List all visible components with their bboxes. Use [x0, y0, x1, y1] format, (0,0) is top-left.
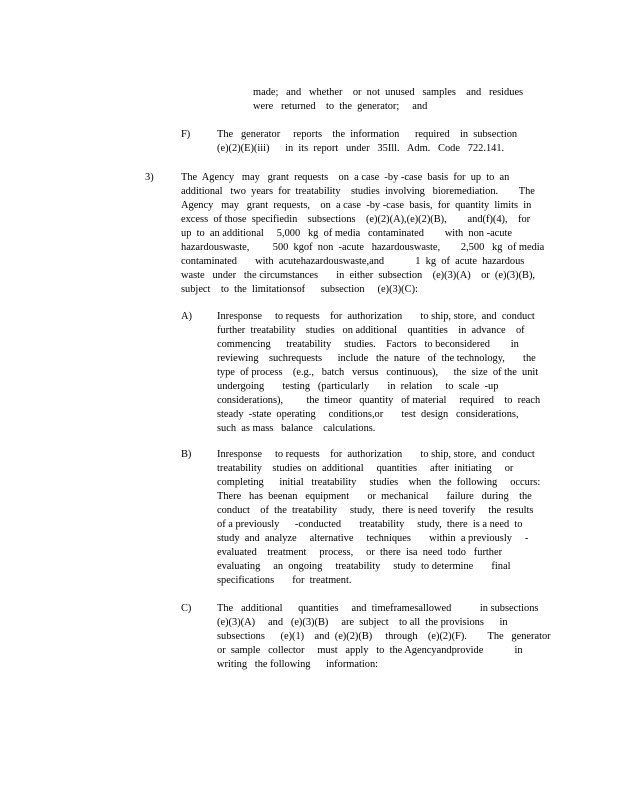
text-line: (e)(2)(E)(iii) in its report under 35Ill. Adm. Code 722.141.: [217, 143, 505, 154]
text-line: or sample collector must apply to the Agencyandprovide in: [217, 645, 523, 656]
text-line: were returned to the generator; and: [253, 101, 428, 112]
text-line: There has beenan equipment or mechanical failure during the: [217, 491, 532, 502]
item-c: [0, 595, 618, 685]
text-line: evaluated treatment process, or there isa need todo further: [217, 547, 503, 558]
text-line: The generator reports the information required in subsection: [217, 129, 518, 140]
item-c-label: C): [181, 603, 192, 614]
item-b: [0, 445, 618, 590]
text-line: waste under the circumstances in either subsection (e)(3)(A) or (e)(3)(B),: [181, 270, 536, 281]
text-line: of a previously -conducted treatability study, there is a need to: [217, 519, 523, 530]
text-line: undergoing testing (particularly in relation to scale -up: [217, 381, 499, 392]
text-line: evaluating an ongoing treatability study to determine final: [217, 561, 511, 572]
text-line: type of process (e.g., batch versus continuous), the size of the unit: [217, 367, 539, 378]
text-line: Agency may grant requests, on a case -by -case basis, for quantity limits in: [181, 200, 532, 211]
text-line: such as mass balance calculations.: [217, 423, 376, 434]
item-3-label: 3): [145, 172, 154, 183]
text-line: commencing treatability studies. Factors to beconsidered in: [217, 339, 519, 350]
text-line: up to an additional 5,000 kg of media contaminated with non -acute: [181, 228, 512, 239]
text-line: completing initial treatability studies when the following occurs:: [217, 477, 541, 488]
text-line: additional two years for treatability studies involving bioremediation. The: [181, 186, 535, 197]
item-f-label: F): [181, 129, 191, 140]
item-3: [0, 165, 618, 305]
text-line: hazardouswaste, 500 kgof non -acute hazardouswaste, 2,500 kg of media: [181, 242, 545, 253]
text-line: made; and whether or not unused samples and residues: [253, 87, 524, 98]
text-line: excess of those specifiedin subsections (e)(2)(A),(e)(2)(B), and(f)(4), for: [181, 214, 531, 225]
text-line: further treatability studies on additional quantities in advance of: [217, 325, 525, 336]
text-line: contaminated with acutehazardouswaste,and 1 kg of acute hazardous: [181, 256, 525, 267]
text-line: (e)(3)(A) and (e)(3)(B) are subject to all the provisions in: [217, 617, 508, 628]
text-line: Inresponse to requests for authorization to ship, store, and conduct: [217, 449, 535, 460]
text-line: conduct of the treatability study, there is need toverify the results: [217, 505, 534, 516]
item-a: [0, 305, 618, 435]
text-line: subsections (e)(1) and (e)(2)(B) through (e)(2)(F). The generator: [217, 631, 551, 642]
continuation-paragraph: [0, 0, 618, 120]
item-b-label: B): [181, 449, 192, 460]
item-a-label: A): [181, 311, 192, 322]
text-line: subject to the limitationsof subsection (e)(3)(C):: [181, 284, 418, 295]
text-line: specifications for treatment.: [217, 575, 352, 586]
item-f: [0, 120, 618, 160]
text-line: Inresponse to requests for authorization to ship, store, and conduct: [217, 311, 535, 322]
text-line: considerations), the timeor quantity of material required to reach: [217, 395, 541, 406]
text-line: writing the following information:: [217, 659, 379, 670]
text-line: study and analyze alternative techniques within a previously -: [217, 533, 529, 544]
text-line: The additional quantities and timeframesallowed in subsections: [217, 603, 539, 614]
text-line: The Agency may grant requests on a case -by -case basis for up to an: [181, 172, 510, 183]
text-line: treatability studies on additional quantities after initiating or: [217, 463, 514, 474]
text-line: reviewing suchrequests include the nature of the technology, the: [217, 353, 536, 364]
text-line: steady -state operating conditions,or test design considerations,: [217, 409, 519, 420]
